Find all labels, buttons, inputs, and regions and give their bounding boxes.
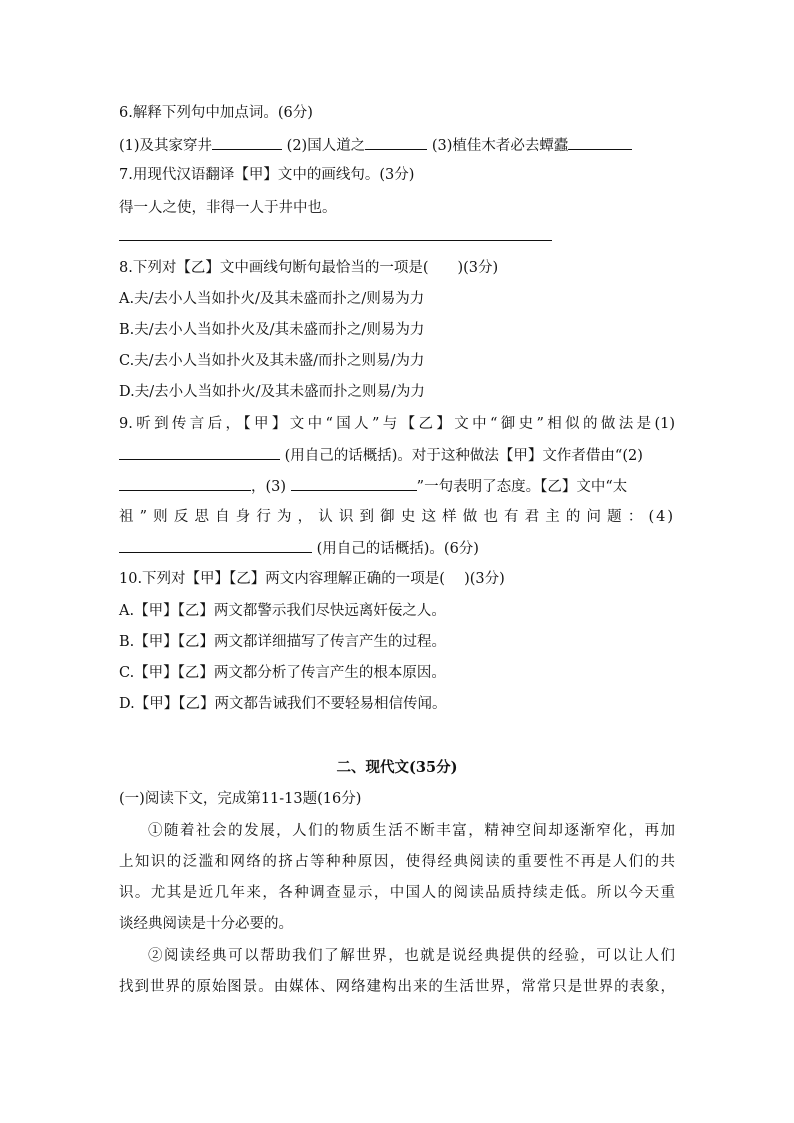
q9-line5 <box>119 538 479 559</box>
q6-answer2-blank[interactable] <box>365 135 427 150</box>
paragraph-1-line-2: 上知识的泛滥和网络的挤占等种种原因，使得经典阅读的重要性不再是人们的共 <box>119 854 675 870</box>
q6-items <box>119 135 632 156</box>
q10-option-c[interactable]: C.【甲】【乙】两文都分析了传言产生的根本原因。 <box>119 665 446 681</box>
q9-line3-mid: ，(3) <box>251 479 287 495</box>
q10-option-b[interactable]: B.【甲】【乙】两文都详细描写了传言产生的过程。 <box>119 634 447 650</box>
q6-answer3-blank[interactable] <box>568 135 632 150</box>
q9-line1: 9.听到传言后，【甲】文中“国人”与【乙】文中“御史”相似的做法是(1) <box>119 416 675 432</box>
paragraph-1-line-1: ①随着社会的发展，人们的物质生活不断丰富，精神空间却逐渐窄化，再加 <box>148 823 675 839</box>
paragraph-2-line-2: 找到世界的原始图景。由媒体、网络建构出来的生活世界，常常只是世界的表象， <box>119 979 675 995</box>
paragraph-1-line-4: 谈经典阅读是十分必要的。 <box>119 916 293 932</box>
q6-stem: 6.解释下列句中加点词。(6分) <box>119 105 313 121</box>
q8-option-d[interactable]: D.夫/去小人当如扑火/及其未盛而扑之则易/为力 <box>119 384 425 400</box>
reading-instructions: (一)阅读下文，完成第11-13题(16分) <box>119 791 362 807</box>
q8-stem: 8.下列对【乙】文中画线句断句最恰当的一项是( )(3分) <box>119 260 499 276</box>
q6-item2: (2)国人道之 <box>286 138 366 154</box>
q9-line2 <box>119 445 643 466</box>
q8-option-c[interactable]: C.夫/去小人当如扑火及其未盛/而扑之则易/为力 <box>119 353 425 369</box>
q9-blank2[interactable] <box>119 476 251 491</box>
q10-stem: 10.下列对【甲】【乙】两文内容理解正确的一项是( )(3分) <box>119 571 505 587</box>
q9-line5-tail: (用自己的话概括)。(6分) <box>316 541 479 557</box>
q8-option-b[interactable]: B.夫/去小人当如扑火及/其未盛而扑之/则易为力 <box>119 322 425 338</box>
q7-stem: 7.用现代汉语翻译【甲】文中的画线句。(3分) <box>119 167 415 183</box>
paragraph-2-line-1: ②阅读经典可以帮助我们了解世界，也就是说经典提供的经验，可以让人们 <box>148 948 675 964</box>
q6-item1: (1)及其家穿井 <box>119 138 213 154</box>
paragraph-1-line-3: 识。尤其是近几年来，各种调查显示，中国人的阅读品质持续走低。所以今天重 <box>119 885 675 901</box>
q6-item3: (3)植佳木者必去蟫蠹 <box>431 138 569 154</box>
section-title: 二、现代文(35分) <box>336 759 458 776</box>
q9-line3-tail: ”一句表明了态度。【乙】文中“太 <box>416 479 628 495</box>
q7-answer-line[interactable] <box>119 240 552 241</box>
q9-line3 <box>119 476 627 497</box>
q7-sentence: 得一人之使，非得一人于井中也。 <box>119 200 337 216</box>
q9-line4: 祖”则反思自身行为，认识到御史这样做也有君主的问题：(4) <box>119 509 675 525</box>
q9-blank1[interactable] <box>119 445 280 460</box>
q10-option-a[interactable]: A.【甲】【乙】两文都警示我们尽快远离奸佞之人。 <box>119 603 446 619</box>
q8-option-a[interactable]: A.夫/去小人当如扑火/及其未盛而扑之/则易为力 <box>119 291 425 307</box>
q9-blank4[interactable] <box>119 538 312 553</box>
q9-line2-tail: (用自己的话概括)。对于这种做法【甲】文作者借由“(2) <box>284 448 643 464</box>
q10-option-d[interactable]: D.【甲】【乙】两文都告诫我们不要轻易相信传闻。 <box>119 696 447 712</box>
q9-blank3[interactable] <box>291 476 417 491</box>
q6-answer1-blank[interactable] <box>212 135 282 150</box>
